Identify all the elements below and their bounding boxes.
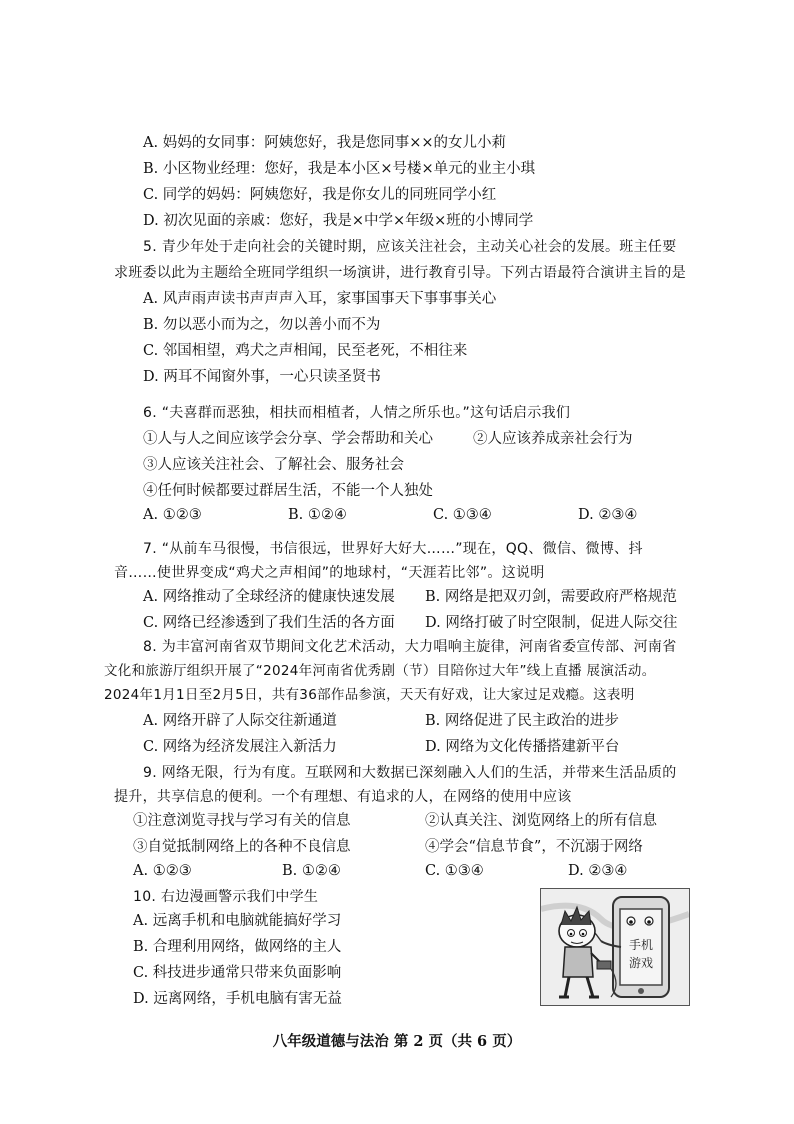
q9-statement-1: ①注意浏览寻找与学习有关的信息 xyxy=(133,813,351,829)
q5-option-b: B. 勿以恶小而为之，勿以善小而不为 xyxy=(143,317,381,333)
q7-option-d: D. 网络打破了时空限制，促进人际交往 xyxy=(425,615,678,631)
q6-stem: 6. “夫喜群而恶独，相扶而相植者，人情之所乐也。”这句话启示我们 xyxy=(143,405,571,421)
q8-stem-line-3: 2024年1月1日至2月5日，共有36部作品参演，天天有好戏，让大家过足戏瘾。这表明 xyxy=(104,687,635,703)
q5-stem-line-2: 求班委以此为主题给全班同学组织一场演讲，进行教育引导。下列古语最符合演讲主旨的是 xyxy=(114,265,686,281)
phone-addiction-cartoon-image xyxy=(541,889,689,1005)
q6-option-d: D. ②③④ xyxy=(578,507,638,523)
q9-option-b: B. ①②④ xyxy=(282,863,341,879)
q4-option-c: C. 同学的妈妈：阿姨您好，我是你女儿的同班同学小红 xyxy=(143,187,497,203)
q7-stem-line-2: 音……使世界变成“鸡犬之声相闻”的地球村，“天涯若比邻”。这说明 xyxy=(114,565,545,581)
q9-statement-4: ④学会“信息节食”，不沉溺于网络 xyxy=(425,839,643,855)
q6-statement-4: ④任何时候都要过群居生活，不能一个人独处 xyxy=(143,483,433,499)
q4-option-b: B. 小区物业经理：您好，我是本小区×号楼×单元的业主小琪 xyxy=(143,161,536,177)
q9-option-a: A. ①②③ xyxy=(133,863,192,879)
q10-option-d: D. 远离网络，手机电脑有害无益 xyxy=(133,991,342,1007)
q10-stem: 10. 右边漫画警示我们中学生 xyxy=(133,889,319,905)
q5-stem-line-1: 5. 青少年处于走向社会的关键时期，应该关注社会，主动关心社会的发展。班主任要 xyxy=(143,239,677,255)
q8-option-c: C. 网络为经济发展注入新活力 xyxy=(143,739,337,755)
q7-stem-line-1: 7. “从前车马很慢，书信很远，世界好大好大……”现在，QQ、微信、微博、抖 xyxy=(143,541,643,557)
q6-statement-2: ②人应该养成亲社会行为 xyxy=(473,431,633,447)
q8-option-d: D. 网络为文化传播搭建新平台 xyxy=(425,739,620,755)
q6-option-c: C. ①③④ xyxy=(433,507,492,523)
q8-stem-line-1: 8. 为丰富河南省双节期间文化艺术活动，大力唱响主旋律，河南省委宣传部、河南省 xyxy=(143,639,677,655)
q9-option-d: D. ②③④ xyxy=(568,863,628,879)
q9-option-c: C. ①③④ xyxy=(425,863,484,879)
q10-cartoon xyxy=(540,888,690,1006)
q6-statement-3: ③人应该关注社会、了解社会、服务社会 xyxy=(143,457,404,473)
cartoon-phone-label-1: 手机 xyxy=(629,938,654,952)
q8-option-a: A. 网络开辟了人际交往新通道 xyxy=(143,713,337,729)
q10-option-c: C. 科技进步通常只带来负面影响 xyxy=(133,965,342,981)
q6-option-b: B. ①②④ xyxy=(288,507,347,523)
q5-option-d: D. 两耳不闻窗外事，一心只读圣贤书 xyxy=(143,369,381,385)
q5-option-c: C. 邻国相望，鸡犬之声相闻，民至老死，不相往来 xyxy=(143,343,468,359)
q9-stem-line-2: 提升，共享信息的便利。一个有理想、有追求的人，在网络的使用中应该 xyxy=(114,789,572,805)
q10-option-b: B. 合理利用网络，做网络的主人 xyxy=(133,939,342,955)
q7-option-b: B. 网络是把双刃剑，需要政府严格规范 xyxy=(425,589,677,605)
q9-stem-line-1: 9. 网络无限，行为有度。互联网和大数据已深刻融入人们的生活，并带来生活品质的 xyxy=(143,765,677,781)
q9-statement-3: ③自觉抵制网络上的各种不良信息 xyxy=(133,839,351,855)
q5-option-a: A. 风声雨声读书声声声入耳，家事国事天下事事事关心 xyxy=(143,291,497,307)
q7-option-c: C. 网络已经渗透到了我们生活的各方面 xyxy=(143,615,395,631)
q4-option-d: D. 初次见面的亲戚：您好，我是×中学×年级×班的小博同学 xyxy=(143,213,534,229)
cartoon-phone-label-2: 游戏 xyxy=(629,956,654,970)
q8-option-b: B. 网络促进了民主政治的进步 xyxy=(425,713,619,729)
q6-option-a: A. ①②③ xyxy=(143,507,202,523)
page-footer: 八年级道德与法治 第 2 页（共 6 页） xyxy=(272,1033,522,1050)
q9-statement-2: ②认真关注、浏览网络上的所有信息 xyxy=(425,813,657,829)
q4-option-a: A. 妈妈的女同事：阿姨您好，我是您同事××的女儿小莉 xyxy=(143,135,506,151)
q8-stem-line-2: 文化和旅游厅组织开展了“2024年河南省优秀剧（节）目陪你过大年”线上直播 展演活动。 xyxy=(104,663,656,679)
q10-option-a: A. 远离手机和电脑就能搞好学习 xyxy=(133,913,342,929)
q6-statement-1: ①人与人之间应该学会分享、学会帮助和关心 xyxy=(143,431,433,447)
q7-option-a: A. 网络推动了全球经济的健康快速发展 xyxy=(143,589,395,605)
